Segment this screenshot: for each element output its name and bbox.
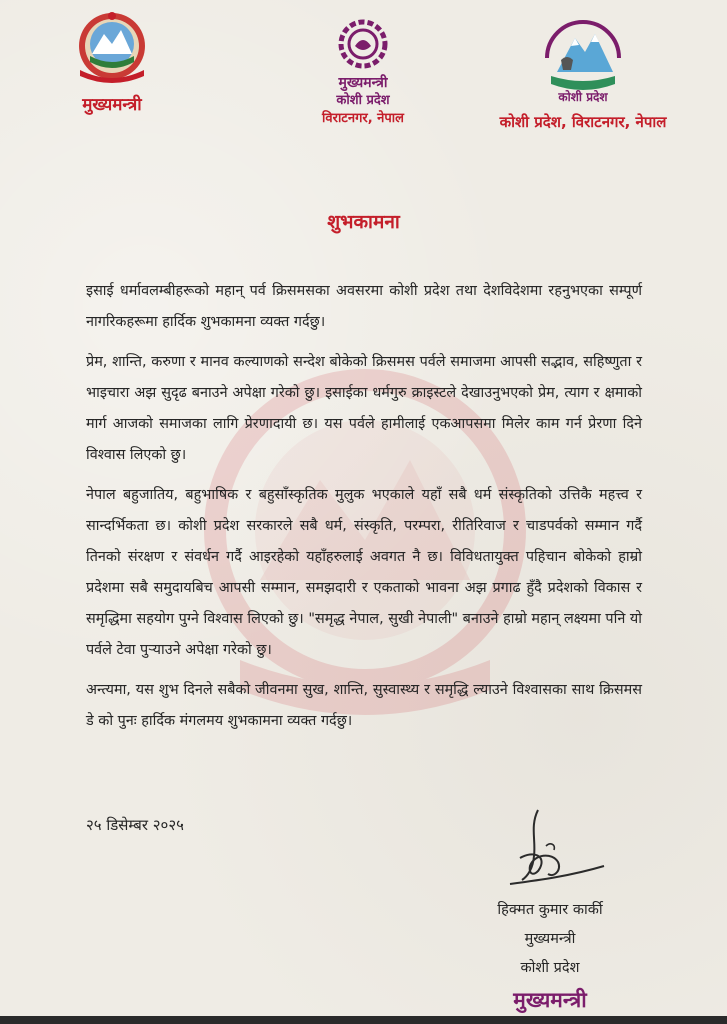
right-logo-caption: कोशी प्रदेश, विराटनगर, नेपाल: [499, 113, 667, 131]
signer-province: कोशी प्रदेश: [520, 960, 580, 976]
paragraph: प्रेम, शान्ति, करुणा र मानव कल्याणको सन्देश बोकेको क्रिसमस पर्वले समाजमा आपसी सद्भाव, सहिष्णुता र भाइचारा अझ सुदृढ बनाउने अपेक्षा गरेको छु। इसाईका धर्मगुरु क्राइस्टले देखाउनुभएको प्रेम, त्याग र क्षमाको मार्ग आजको समाजका लागि प्रेरणादायी छ। यस पर्वले हामीलाई एकआपसमा मिलेर काम गर्न प्रेरणा दिने विश्वास लिएको छु।: [86, 354, 642, 463]
handwritten-signature: [500, 806, 610, 896]
nepal-emblem-logo: [62, 10, 162, 115]
signer-name: हिक्मत कुमार कार्की: [497, 902, 603, 918]
left-logo-caption: मुख्यमन्त्री: [82, 95, 142, 115]
signer-role: मुख्यमन्त्री: [524, 931, 576, 947]
chief-minister-office-logo: [298, 18, 428, 128]
paragraph: नेपाल बहुजातिय, बहुभाषिक र बहुसाँस्कृतिक मुलुक भएकाले यहाँ सबै धर्म संस्कृतिको उत्तिकै महत्त्व र सान्दर्भिकता छ। कोशी प्रदेश सरकारले सबै धर्म, संस्कृति, परम्परा, रीतिरिवाज र चाडपर्वको सम्मान गर्दै तिनको संरक्षण र संवर्धन गर्दै आइरहेको यहाँहरुलाई अवगत नै छ। विविधतायुक्त पहिचान बोकेको हाम्रो प्रदेशमा सबै समुदायबिच आपसी सम्मान, समझदारी र एकताको भावना अझ प्रगाढ हुँदै प्रदेशको विकास र समृद्धिमा सहयोग पुग्ने विश्वास लिएको छु। "समृद्ध नेपाल, सुखी नेपाली" बनाउने हाम्रो महान् लक्ष्यमा पनि यो पर्वले टेवा पुऱ्याउने अपेक्षा गरेको छु।: [86, 487, 642, 658]
office-title: मुख्यमन्त्री: [513, 988, 587, 1012]
paragraph: इसाई धर्मावलम्बीहरूको महान् पर्व क्रिसमसका अवसरमा कोशी प्रदेश तथा देशविदेशमा रहनुभएका सम्पूर्ण नागरिकहरूमा हार्दिक शुभकामना व्यक्त गर्दछु।: [86, 283, 642, 330]
letter-body: [86, 276, 642, 746]
middle-logo-line-1: मुख्यमन्त्री: [338, 75, 388, 91]
nepal-emblem-icon: [74, 10, 150, 86]
koshi-emblem-icon: [335, 18, 391, 70]
bottom-edge: [0, 1016, 727, 1024]
koshi-province-icon: [537, 12, 629, 104]
right-logo-text: कोशी प्रदेश: [558, 90, 608, 104]
letter-title: शुभकामना: [327, 211, 400, 233]
letter-date: २५ डिसेम्बर २०२५: [86, 816, 184, 834]
koshi-province-logo: [468, 12, 698, 132]
middle-logo-line-3: विराटनगर, नेपाल: [322, 111, 404, 126]
paragraph: अन्त्यमा, यस शुभ दिनले सबैको जीवनमा सुख, शान्ति, सुस्वास्थ्य र समृद्धि ल्याउने विश्वासका साथ क्रिसमस डे को पुनः हार्दिक मंगलमय शुभकामना व्यक्त गर्दछु।: [86, 682, 642, 729]
middle-logo-line-2: कोशी प्रदेश: [336, 93, 390, 108]
signer-block: [440, 896, 660, 1017]
